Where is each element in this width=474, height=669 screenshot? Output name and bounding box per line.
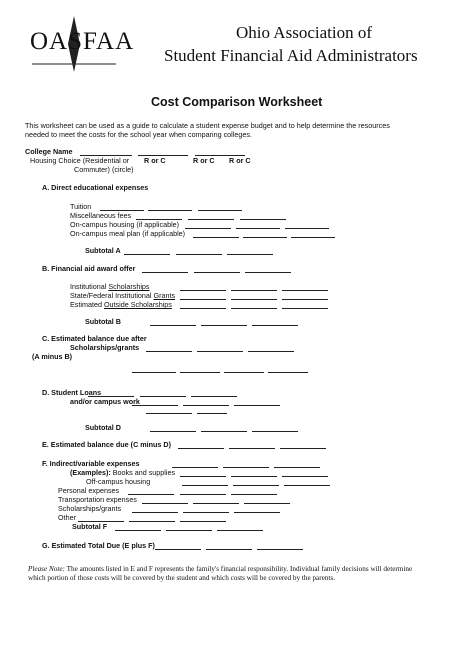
logo-text: OASFAA [30,28,135,55]
subtotal-b-line-3[interactable] [252,325,298,326]
b1-pre: Institutional [70,282,109,291]
scholarships-f-line-1[interactable] [132,512,178,513]
housing-line-3[interactable] [285,228,329,229]
section-a-title: A. Direct educational expenses [42,183,149,192]
b2-u: Grants [153,291,176,300]
scholarships-line-1[interactable] [180,290,226,291]
outside-line-1[interactable] [180,308,226,309]
subtotal-d-line-3[interactable] [252,431,298,432]
b2-pre: State/Federal Institutional [70,291,154,300]
subtotal-b-line-1[interactable] [150,325,196,326]
books-line-3[interactable] [282,476,328,477]
personal-line-3[interactable] [231,494,277,495]
offcampus-line-3[interactable] [284,485,330,486]
subtotal-a-line-2[interactable] [176,254,222,255]
housing-c: C [74,165,80,174]
personal-line-1[interactable] [128,494,174,495]
note-label: Please Note: [28,565,65,573]
section-f-item-books: Books and supplies [112,468,176,477]
grants-line-2[interactable] [231,299,277,300]
balance-e-line-2[interactable] [229,448,275,449]
books-line-2[interactable] [231,476,277,477]
org-name-line2: Student Financial Aid Administrators [164,46,418,65]
section-b-item-grants [70,291,175,300]
outside-line-2[interactable] [231,308,277,309]
section-c-title2: Scholarships/grants [70,343,140,352]
fees-line-2[interactable] [188,219,234,220]
work-line-2[interactable] [183,405,229,406]
subtotal-a-line-1[interactable] [124,254,170,255]
offcampus-line-2[interactable] [233,485,279,486]
intro-line2: needed to meet the costs for the school year when comparing colleges. [25,130,252,139]
balance-c-line-1[interactable] [146,351,192,352]
subtotal-f-label: Subtotal F [72,522,108,531]
subtotal-a-label: Subtotal A [85,246,121,255]
scholarships-f-line-2[interactable] [183,512,229,513]
b3-u: Outside Scholarships [103,300,172,309]
indirect-line-1[interactable] [172,467,218,468]
section-f-title: F. Indirect/variable expenses [42,459,140,468]
c-total-line-4[interactable] [268,372,308,373]
org-name-line1: Ohio Association of [236,23,372,42]
grants-line-3[interactable] [282,299,328,300]
housing-label-2 [74,165,134,174]
total-g-line-1[interactable] [155,549,201,550]
transport-line-1[interactable] [142,503,188,504]
subtotal-d-line-1[interactable] [150,431,196,432]
grants-line-1[interactable] [180,299,226,300]
section-f-item-transport: Transportation expenses [58,495,137,504]
books-line-1[interactable] [180,476,226,477]
loans-line-3[interactable] [191,396,237,397]
section-b-title: B. Financial aid award offer [42,264,136,273]
c-total-line-1[interactable] [132,372,176,373]
transport-line-2[interactable] [193,503,239,504]
balance-c-line-2[interactable] [197,351,243,352]
meal-line-3[interactable] [291,237,335,238]
section-b-item-scholarships [70,282,150,291]
section-c-title3: (A minus B) [32,352,73,361]
subtotal-f-line-2[interactable] [166,530,212,531]
housing-mid: esidential or [90,156,130,165]
tuition-line-3[interactable] [198,210,242,211]
total-g-line-2[interactable] [206,549,252,550]
balance-e-line-1[interactable] [178,448,224,449]
aid-line-1[interactable] [142,272,188,273]
housing-choice-3[interactable]: R or C [229,156,251,165]
subtotal-f-line-3[interactable] [217,530,263,531]
c-total-line-2[interactable] [180,372,220,373]
indirect-line-2[interactable] [223,467,269,468]
personal-line-2[interactable] [180,494,226,495]
housing-pre: Housing Choice ( [30,156,86,165]
loans-line-2[interactable] [140,396,186,397]
subtotal-a-line-3[interactable] [227,254,273,255]
indirect-line-3[interactable] [274,467,320,468]
aid-line-3[interactable] [245,272,291,273]
subtotal-d-line-2[interactable] [201,431,247,432]
meal-line-2[interactable] [243,237,287,238]
subtotal-b-label: Subtotal B [85,317,121,326]
note-text-1: The amounts listed in E and F represents the family's financial responsibility. Individual family decisions will determine [64,565,413,573]
housing-r: R [85,156,91,165]
note-line1 [28,565,412,573]
balance-e-line-3[interactable] [280,448,326,449]
section-e-title: E. Estimated balance due (C minus D) [42,440,172,449]
aid-line-2[interactable] [194,272,240,273]
other-line-2[interactable] [129,521,175,522]
c-total-line-3[interactable] [224,372,264,373]
tuition-line-1[interactable] [100,210,144,211]
page-title: Cost Comparison Worksheet [151,95,323,109]
subtotal-f-line-1[interactable] [115,530,161,531]
meal-line-1[interactable] [193,237,239,238]
subtotal-b-line-2[interactable] [201,325,247,326]
subtotal-d-label: Subtotal D [85,423,121,432]
b1-u: Scholarships [108,282,150,291]
housing-line-2[interactable] [236,228,280,229]
college-name-label: College Name [25,147,73,156]
work-line-5[interactable] [197,413,227,414]
total-g-line-3[interactable] [257,549,303,550]
offcampus-line-1[interactable] [182,485,228,486]
other-line-3[interactable] [180,521,226,522]
section-f-examples [70,468,175,477]
housing-post: ommuter) (circle) [79,165,134,174]
tuition-line-2[interactable] [148,210,192,211]
section-f-item-offcampus: Off-campus housing [86,477,151,486]
housing-label [30,156,129,165]
section-d-title2: and/or campus work [70,397,140,406]
housing-choice-2[interactable]: R or C [193,156,215,165]
housing-line-1[interactable] [185,228,231,229]
section-d-title1: D. Student Loans [42,388,102,397]
section-a-item-fees: Miscellaneous fees [70,211,132,220]
intro-line1: This worksheet can be used as a guide to calculate a student expense budget and to help determine the resources [25,121,390,130]
work-line-3[interactable] [234,405,280,406]
section-a-item-meal: On-campus meal plan (if applicable) [70,229,186,238]
scholarships-f-line-3[interactable] [234,512,280,513]
section-a-item-tuition: Tuition [70,202,92,211]
examples-label: (Examples): [70,468,111,477]
note-line2: which portion of those costs will be covered by the student and which costs will be covered by the parents. [28,574,335,582]
scholarships-line-2[interactable] [231,290,277,291]
section-a-item-housing: On-campus housing (if applicable) [70,220,180,229]
section-f-item-personal: Personal expenses [58,486,120,495]
fees-line-3[interactable] [240,219,286,220]
section-f-item-other: Other [58,513,76,522]
work-line-4[interactable] [146,413,192,414]
outside-line-3[interactable] [282,308,328,309]
section-b-item-outside [70,300,172,309]
housing-choice-1[interactable]: R or C [144,156,166,165]
section-f-item-scholarships: Scholarships/grants [58,504,122,513]
b3-pre: Estimated [70,300,104,309]
scholarships-line-3[interactable] [282,290,328,291]
balance-c-line-3[interactable] [248,351,294,352]
transport-line-3[interactable] [244,503,290,504]
section-g-title: G. Estimated Total Due (E plus F) [42,541,155,550]
fees-line-1[interactable] [136,219,182,220]
section-c-title1: C. Estimated balance due after [42,334,147,343]
work-line-1[interactable] [132,405,178,406]
